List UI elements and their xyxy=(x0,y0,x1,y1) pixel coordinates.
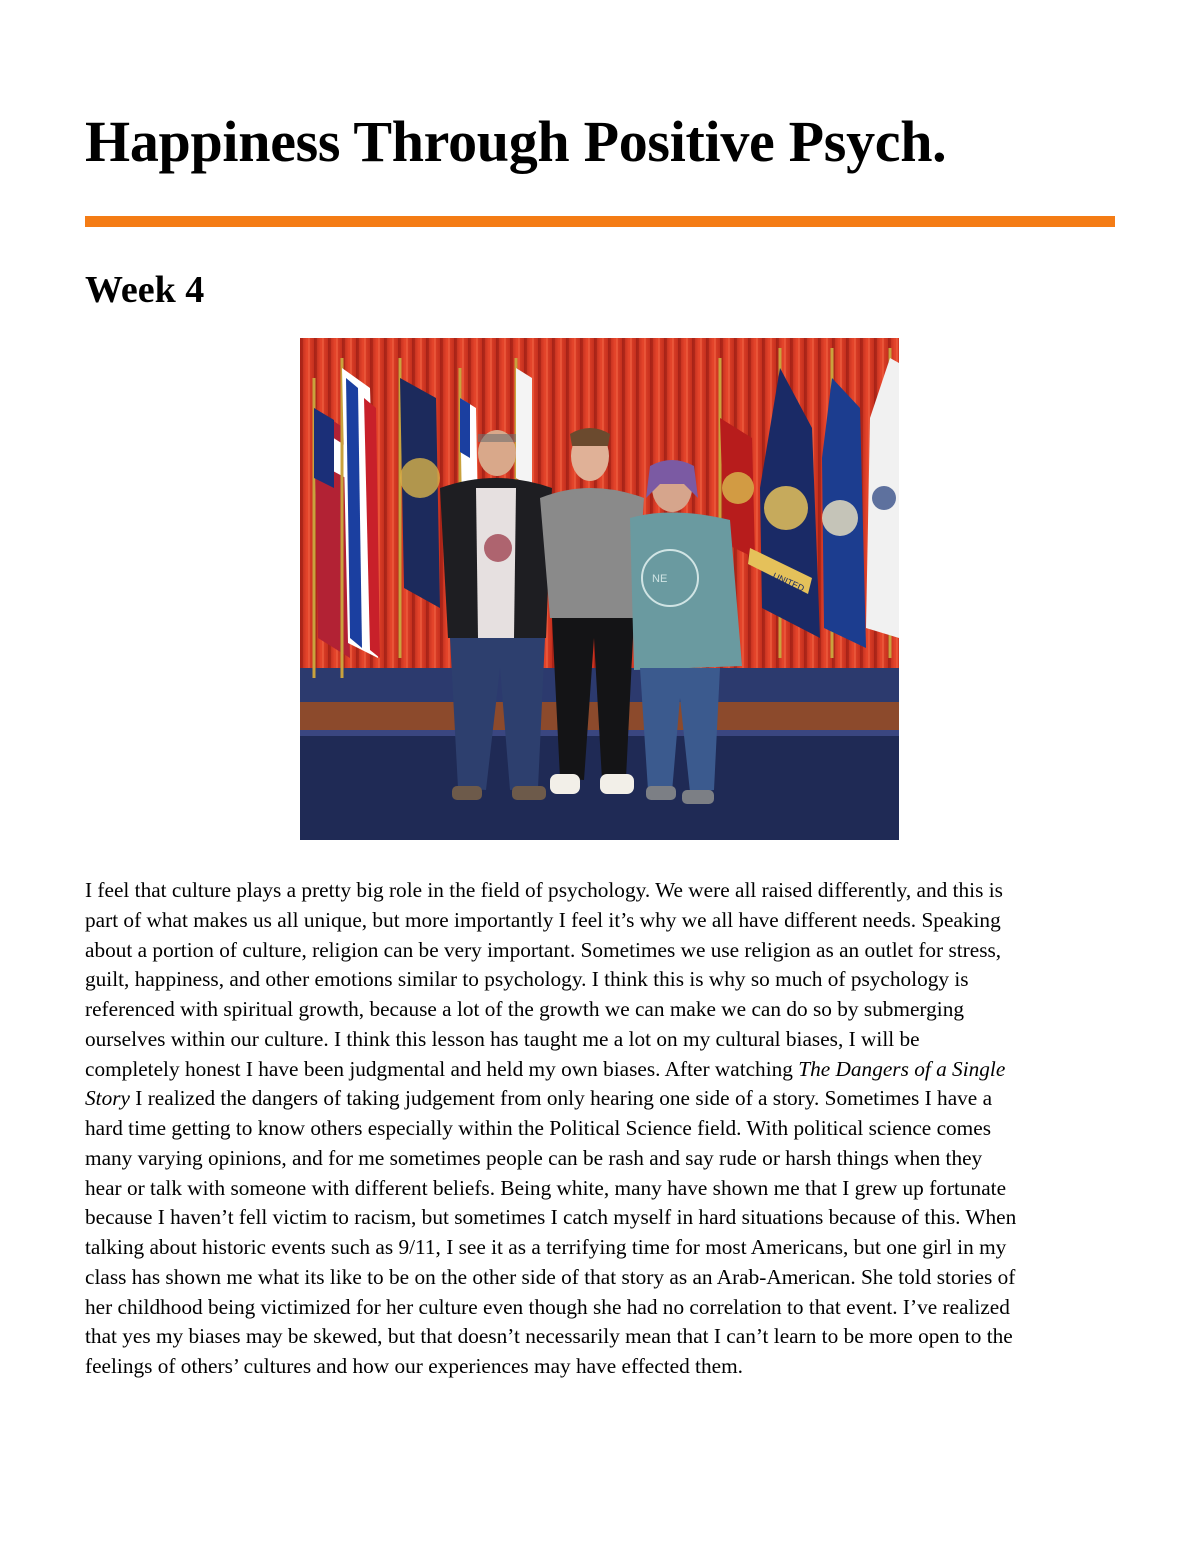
body-line-text: completely honest I have been judgmental and held my own biases. After watching xyxy=(85,1056,799,1081)
flag-banner-text: UNITED xyxy=(771,570,806,594)
body-line: I feel that culture plays a pretty big role in the field of psychology. We were all raised differently, and this is xyxy=(85,878,1003,902)
body-line: because I haven’t fell victim to racism, but sometimes I catch myself in hard situations because of this. When xyxy=(85,1205,1017,1230)
body-line: class has shown me what its like to be on the other side of that story as an Arab-American. She told stories of xyxy=(85,1264,1016,1289)
body-line: hear or talk with someone with different beliefs. Being white, many have shown me that I grew up fortunate xyxy=(85,1175,1007,1200)
document-title: Happiness Through Positive Psych. xyxy=(85,109,947,174)
body-line: that yes my biases may be skewed, but that doesn’t necessarily mean that I can’t learn to be more open to the xyxy=(85,1324,1013,1349)
body-line: guilt, happiness, and other emotions similar to psychology. I think this is why so much of psychology is xyxy=(85,967,969,992)
body-line: many varying opinions, and for me sometimes people can be rash and say rude or harsh things when they xyxy=(85,1145,983,1170)
family-photo-illustration xyxy=(300,338,899,840)
body-line: about a portion of culture, religion can be very important. Sometimes we use religion as an outlet for stress, xyxy=(85,937,1002,962)
section-heading: Week 4 xyxy=(85,269,205,311)
family-photo xyxy=(300,338,899,840)
body-line: ourselves within our culture. I think this lesson has taught me a lot on my cultural biases, I will be xyxy=(85,1026,920,1051)
body-paragraph xyxy=(85,876,1115,1382)
film-title-italic: The Dangers of a Single xyxy=(798,1056,1006,1081)
body-line: talking about historic events such as 9/11, I see it as a terrifying time for most Americans, but one girl in my xyxy=(85,1235,1007,1259)
body-line: referenced with spiritual growth, because a lot of the growth we can make we can do so by submerging xyxy=(85,997,965,1021)
body-line: hard time getting to know others especially within the Political Science field. With political science comes xyxy=(85,1116,991,1140)
body-line: feelings of others’ cultures and how our experiences may have effected them. xyxy=(85,1354,743,1378)
body-line-with-title xyxy=(85,1084,1115,1114)
body-line: her childhood being victimized for her culture even though she had no correlation to that event. I’ve realized xyxy=(85,1294,1010,1319)
body-line-text: I realized the dangers of taking judgement from only hearing one side of a story. Sometimes I have a xyxy=(135,1086,993,1111)
title-divider xyxy=(85,216,1115,227)
body-line: part of what makes us all unique, but more importantly I feel it’s why we all have different needs. Speaking xyxy=(85,907,1001,932)
film-title-italic-cont: Story xyxy=(85,1086,130,1111)
shirt-print-text: NE xyxy=(652,573,668,585)
body-line-with-title xyxy=(85,1055,1115,1085)
